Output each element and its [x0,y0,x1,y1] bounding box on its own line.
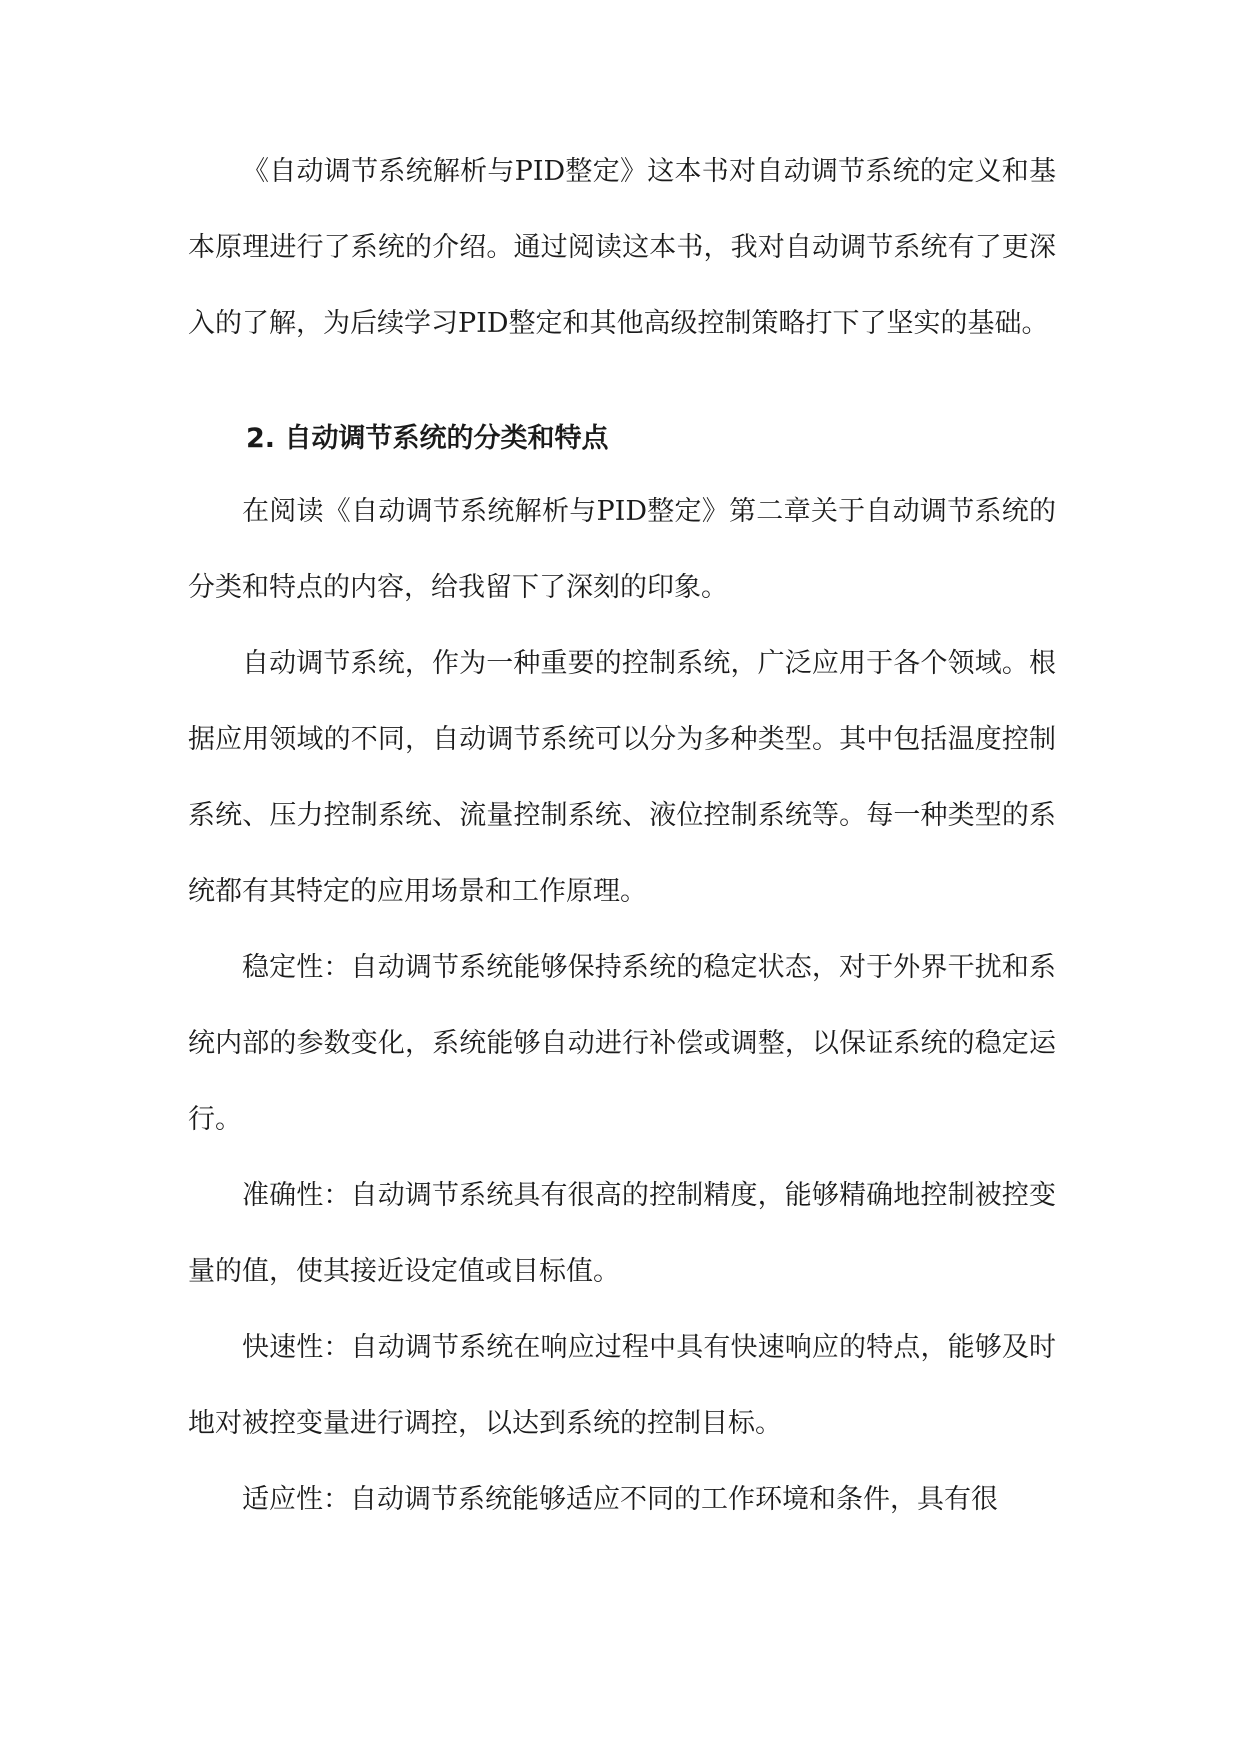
paragraph-intro: 《自动调节系统解析与PID整定》这本书对自动调节系统的定义和基本原理进行了系统的介绍。通过阅读这本书，我对自动调节系统有了更深入的了解，为后续学习PID整定和其他高级控制策略打下了坚实的基础。 [188,156,1056,339]
paragraph-stability: 稳定性：自动调节系统能够保持系统的稳定状态，对于外界干扰和系统内部的参数变化，系统能够自动进行补偿或调整，以保证系统的稳定运行。 [188,952,1056,1135]
section-heading: 2. 自动调节系统的分类和特点 [246,423,609,454]
paragraph-accuracy: 准确性：自动调节系统具有很高的控制精度，能够精确地控制被控变量的值，使其接近设定值或目标值。 [188,1180,1056,1287]
paragraph-classification: 自动调节系统，作为一种重要的控制系统，广泛应用于各个领域。根据应用领域的不同，自动调节系统可以分为多种类型。其中包括温度控制系统、压力控制系统、流量控制系统、液位控制系统等。每一种类型的系统都有其特定的应用场景和工作原理。 [188,648,1056,907]
document-body [188,134,1056,1538]
paragraph-rapidity: 快速性：自动调节系统在响应过程中具有快速响应的特点，能够及时地对被控变量进行调控，以达到系统的控制目标。 [188,1332,1056,1439]
section-spacer [188,362,1056,398]
paragraph-adaptability: 适应性：自动调节系统能够适应不同的工作环境和条件，具有很 [242,1484,998,1515]
paragraph-reading-note: 在阅读《自动调节系统解析与PID整定》第二章关于自动调节系统的分类和特点的内容，给我留下了深刻的印象。 [188,496,1056,603]
